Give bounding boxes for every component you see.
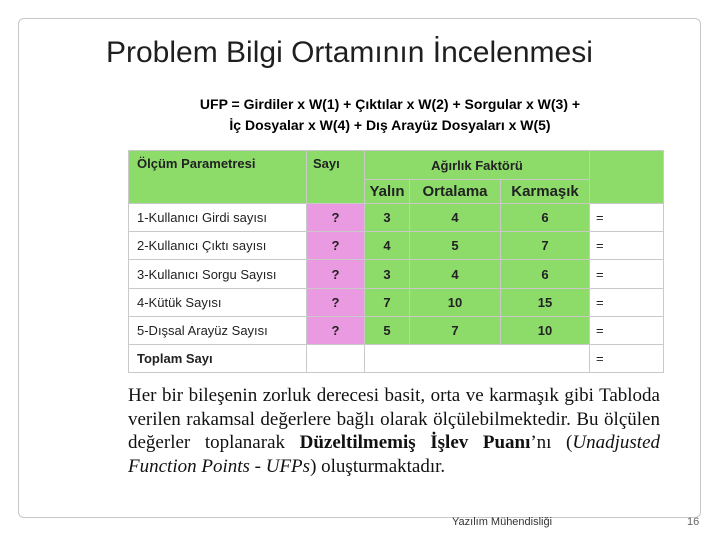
table-row bbox=[129, 260, 664, 288]
explanation-paragraph bbox=[128, 384, 660, 478]
row-count: ? bbox=[307, 204, 365, 232]
paragraph-text-4: ) oluşturmaktadır. bbox=[310, 455, 446, 477]
row-simple: 4 bbox=[365, 232, 410, 260]
header-result bbox=[590, 151, 664, 204]
header-weight-factor: Ağırlık Faktörü bbox=[365, 151, 590, 180]
row-equals: = bbox=[590, 204, 664, 232]
paragraph-text-3: - bbox=[249, 455, 266, 477]
header-count: Sayı bbox=[307, 151, 365, 204]
row-equals: = bbox=[590, 260, 664, 288]
row-equals: = bbox=[590, 316, 664, 344]
formula-line-2: İç Dosyalar x W(4) + Dış Arayüz Dosyaları x W(5) bbox=[229, 117, 551, 133]
total-empty-cell bbox=[307, 344, 365, 372]
table-row bbox=[129, 232, 664, 260]
row-complex: 6 bbox=[501, 260, 590, 288]
header-parameter: Ölçüm Parametresi bbox=[129, 151, 307, 204]
paragraph-text-2: ’nı ( bbox=[530, 432, 573, 454]
row-average: 4 bbox=[410, 204, 501, 232]
row-equals: = bbox=[590, 232, 664, 260]
row-average: 10 bbox=[410, 288, 501, 316]
function-point-table bbox=[128, 150, 664, 373]
row-label: 5-Dışsal Arayüz Sayısı bbox=[129, 316, 307, 344]
row-count: ? bbox=[307, 260, 365, 288]
subheader-average: Ortalama bbox=[410, 180, 501, 204]
row-label: 3-Kullanıcı Sorgu Sayısı bbox=[129, 260, 307, 288]
row-average: 4 bbox=[410, 260, 501, 288]
table-row bbox=[129, 204, 664, 232]
paragraph-italic-abbr: UFPs bbox=[265, 455, 311, 477]
row-average: 7 bbox=[410, 316, 501, 344]
total-label: Toplam Sayı bbox=[129, 344, 307, 372]
row-complex: 7 bbox=[501, 232, 590, 260]
paragraph-bold-term: Düzeltilmemiş İşlev Puanı bbox=[299, 432, 531, 454]
row-equals: = bbox=[590, 288, 664, 316]
row-simple: 3 bbox=[365, 260, 410, 288]
paragraph-italic-term: Unadjusted Function Points bbox=[128, 432, 660, 477]
paragraph-text-1: Her bir bileşenin zorluk derecesi basit, orta ve karmaşık gibi Tabloda verilen rakamsal değerlere bağlı olarak ölçülebilmektedir. Bu ölçülen değerler toplanarak bbox=[128, 385, 660, 454]
row-simple: 3 bbox=[365, 204, 410, 232]
row-label: 4-Kütük Sayısı bbox=[129, 288, 307, 316]
row-complex: 6 bbox=[501, 204, 590, 232]
row-count: ? bbox=[307, 288, 365, 316]
row-complex: 15 bbox=[501, 288, 590, 316]
row-simple: 5 bbox=[365, 316, 410, 344]
row-count: ? bbox=[307, 232, 365, 260]
table-row bbox=[129, 288, 664, 316]
row-average: 5 bbox=[410, 232, 501, 260]
formula bbox=[100, 94, 680, 136]
total-empty-span bbox=[365, 344, 590, 372]
page-number: 16 bbox=[687, 516, 700, 528]
row-complex: 10 bbox=[501, 316, 590, 344]
total-equals: = bbox=[590, 344, 664, 372]
row-simple: 7 bbox=[365, 288, 410, 316]
row-count: ? bbox=[307, 316, 365, 344]
table-total-row bbox=[129, 344, 664, 372]
slide-title: Problem Bilgi Ortamının İncelenmesi bbox=[106, 36, 593, 69]
formula-line-1: UFP = Girdiler x W(1) + Çıktılar x W(2) + Sorgular x W(3) + bbox=[199, 96, 581, 112]
row-label: 1-Kullanıcı Girdi sayısı bbox=[129, 204, 307, 232]
subheader-complex: Karmaşık bbox=[501, 180, 590, 204]
row-label: 2-Kullanıcı Çıktı sayısı bbox=[129, 232, 307, 260]
subheader-simple: Yalın bbox=[365, 180, 410, 204]
footer-text: Yazılım Mühendisliği bbox=[452, 516, 553, 528]
table-row bbox=[129, 316, 664, 344]
